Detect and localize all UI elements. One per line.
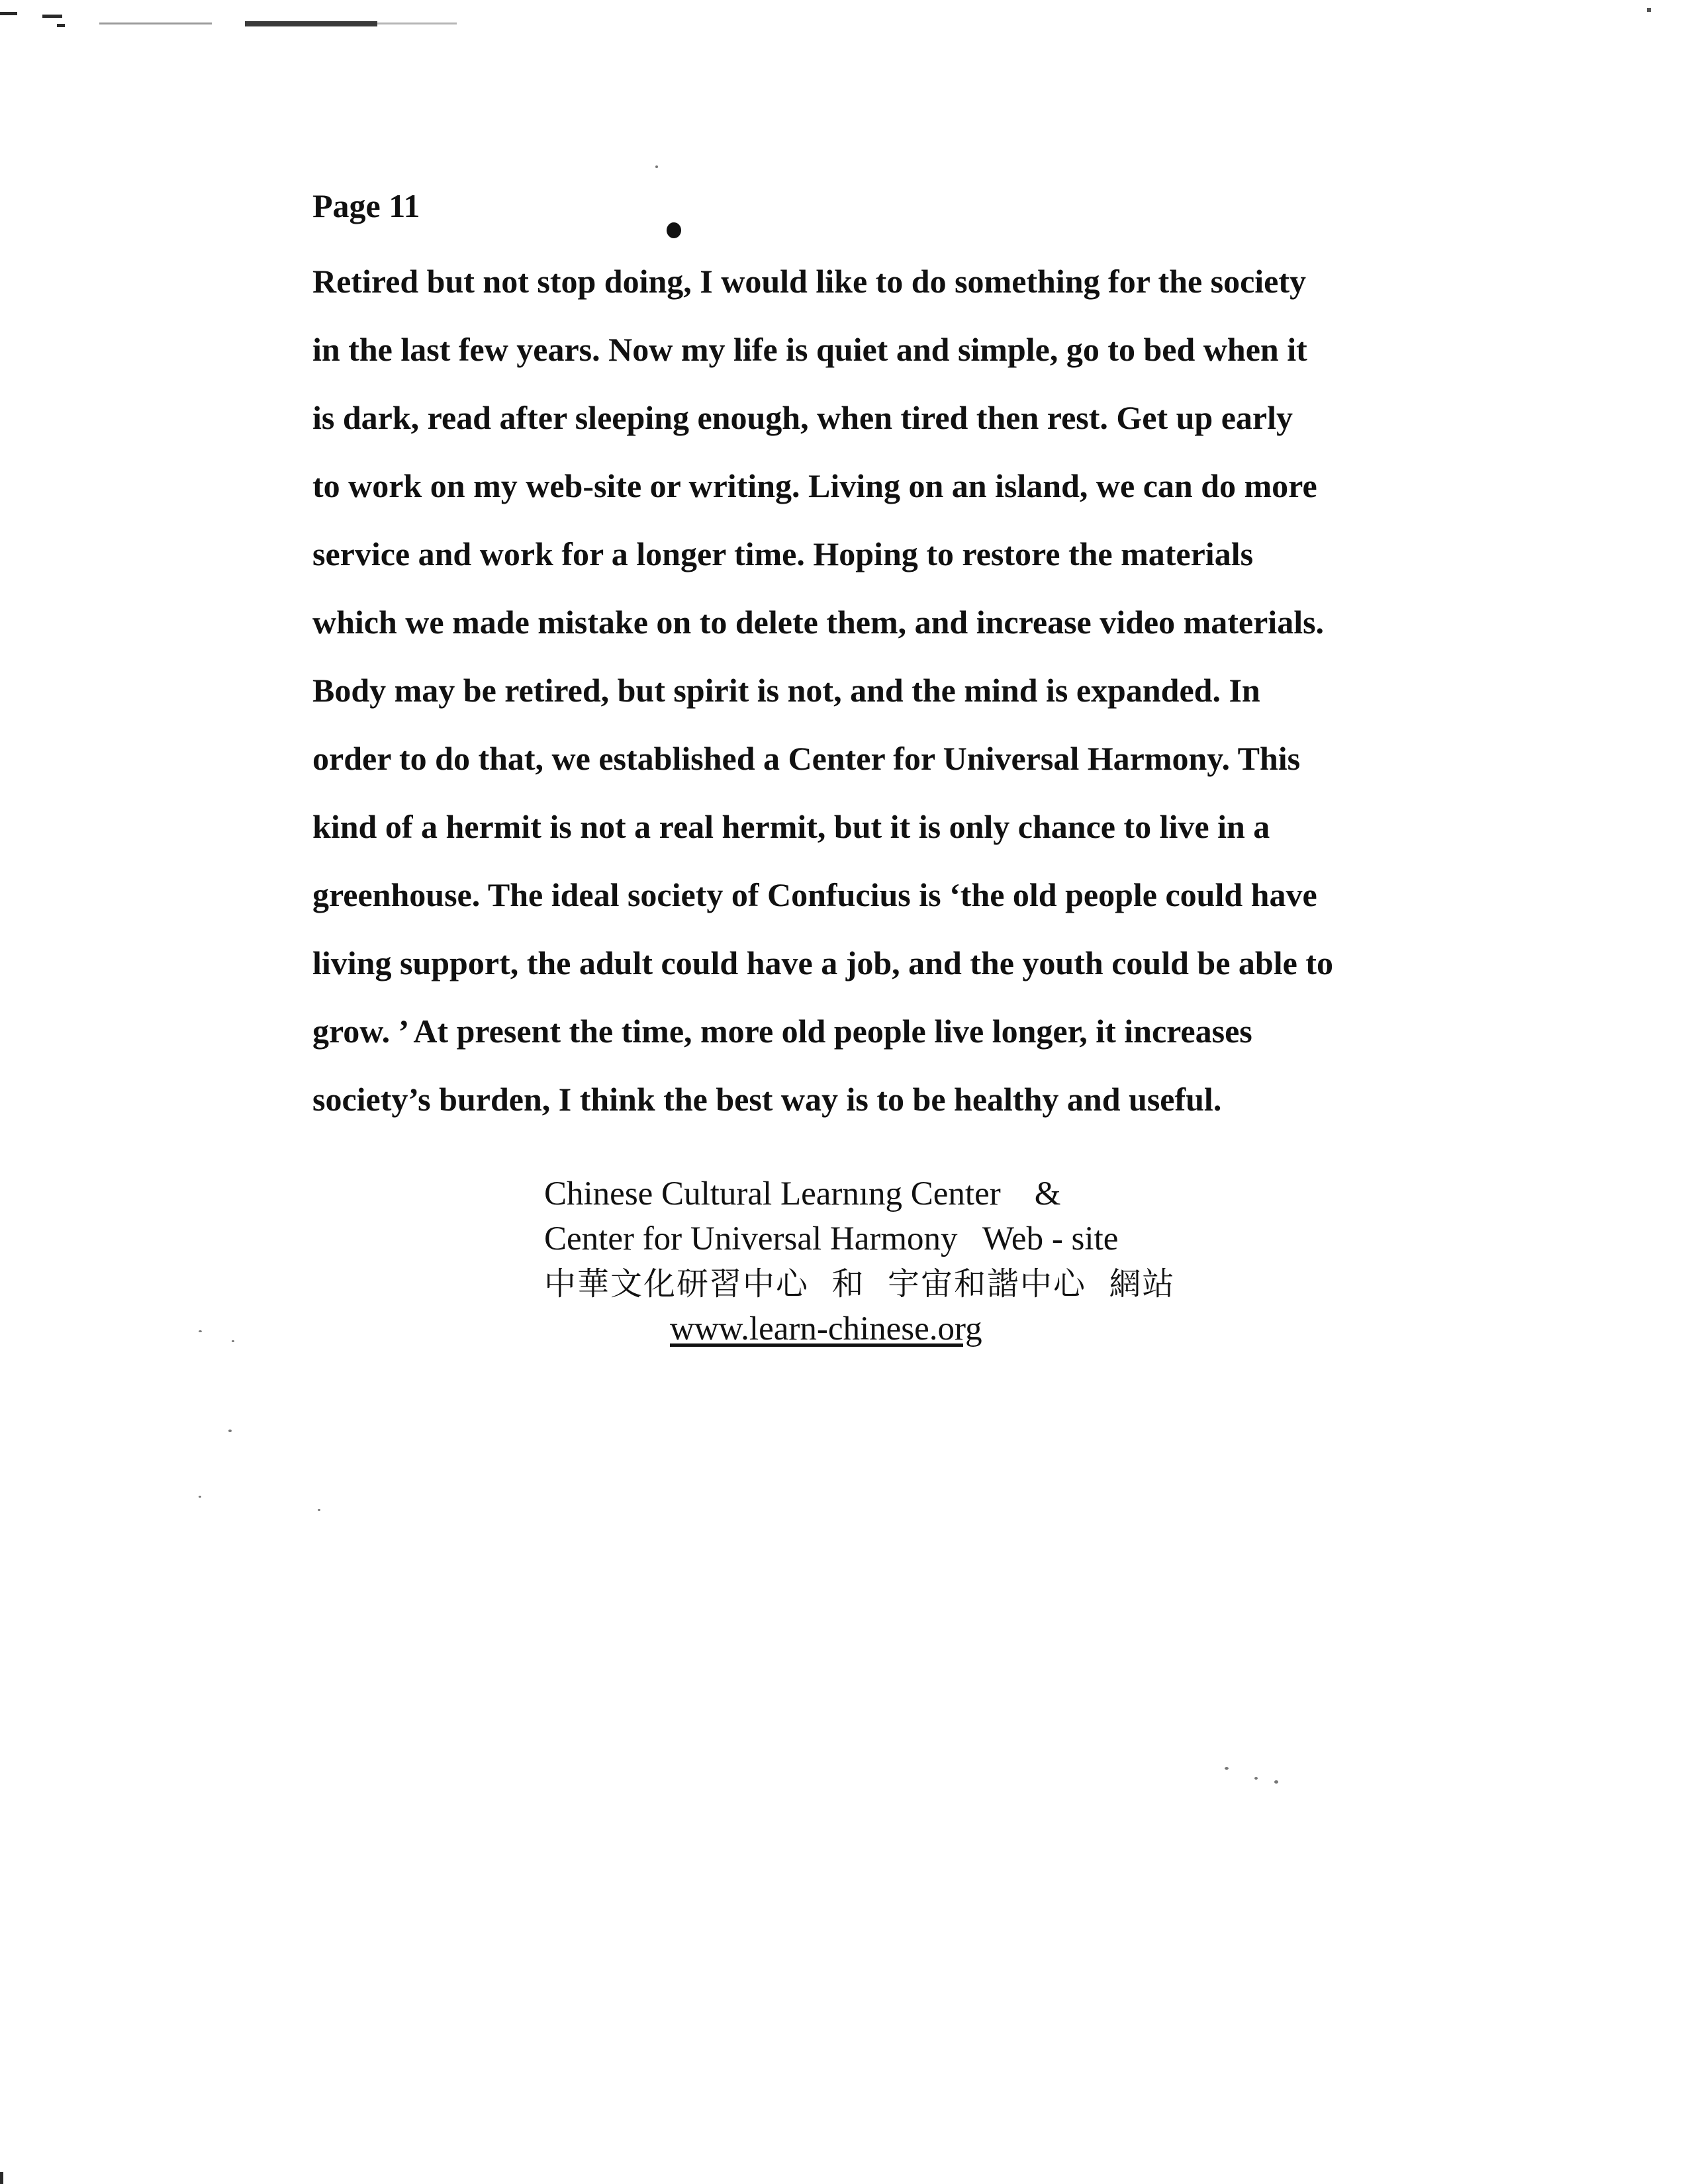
body-line: society’s burden, I think the best way is to be healthy and useful. bbox=[312, 1081, 1222, 1118]
scan-artifact bbox=[0, 2172, 3, 2184]
page-number: Page 11 bbox=[312, 187, 420, 224]
body-line: kind of a hermit is not a real hermit, but it is only chance to live in a bbox=[312, 808, 1270, 845]
scan-speck bbox=[199, 1496, 201, 1498]
body-line: which we made mistake on to delete them, and increase video materials. bbox=[312, 604, 1325, 641]
body-line: is dark, read after sleeping enough, when tired then rest. Get up early bbox=[312, 399, 1293, 436]
scan-artifact bbox=[0, 12, 17, 15]
scan-speck bbox=[228, 1430, 232, 1432]
scan-artifact bbox=[245, 21, 377, 26]
body-line: Retired but not stop doing, I would like to do something for the society bbox=[312, 263, 1307, 300]
body-line: order to do that, we established a Center for Universal Harmony. This bbox=[312, 740, 1301, 777]
footer-org-line-1: Chinese Cultural Learnıng Center & bbox=[544, 1175, 1061, 1212]
scan-speck bbox=[1274, 1780, 1278, 1784]
scan-speck bbox=[318, 1509, 320, 1511]
body-line: in the last few years. Now my life is quiet and simple, go to bed when it bbox=[312, 331, 1307, 368]
scan-artifact bbox=[377, 23, 457, 24]
scan-speck bbox=[1254, 1777, 1258, 1780]
body-line: grow. ’ At present the time, more old people live longer, it increases bbox=[312, 1013, 1252, 1050]
body-paragraph bbox=[312, 258, 1504, 1144]
scan-artifact bbox=[57, 24, 65, 27]
scan-speck bbox=[655, 165, 658, 168]
ink-dot bbox=[667, 222, 681, 238]
footer-chinese-line: 中華文化研習中心 和 宇宙和諧中心 網站 bbox=[544, 1265, 1176, 1302]
scan-speck bbox=[232, 1340, 234, 1342]
scan-speck bbox=[1225, 1767, 1229, 1770]
body-line: Body may be retired, but spirit is not, and the mind is expanded. In bbox=[312, 672, 1260, 709]
body-line: to work on my web-site or writing. Living on an island, we can do more bbox=[312, 467, 1317, 504]
website-link[interactable]: www.learn-chinese.org bbox=[670, 1310, 982, 1347]
scan-artifact bbox=[42, 15, 62, 18]
body-line: living support, the adult could have a job, and the youth could be able to bbox=[312, 944, 1333, 981]
scan-artifact bbox=[99, 23, 212, 24]
scan-speck bbox=[199, 1330, 202, 1332]
scan-artifact bbox=[1647, 8, 1651, 12]
footer-signature bbox=[544, 1171, 1176, 1351]
footer-org-line-2: Center for Universal Harmony Web - site bbox=[544, 1220, 1119, 1257]
body-line: greenhouse. The ideal society of Confucius is ‘the old people could have bbox=[312, 876, 1317, 913]
body-line: service and work for a longer time. Hoping to restore the materials bbox=[312, 535, 1254, 572]
